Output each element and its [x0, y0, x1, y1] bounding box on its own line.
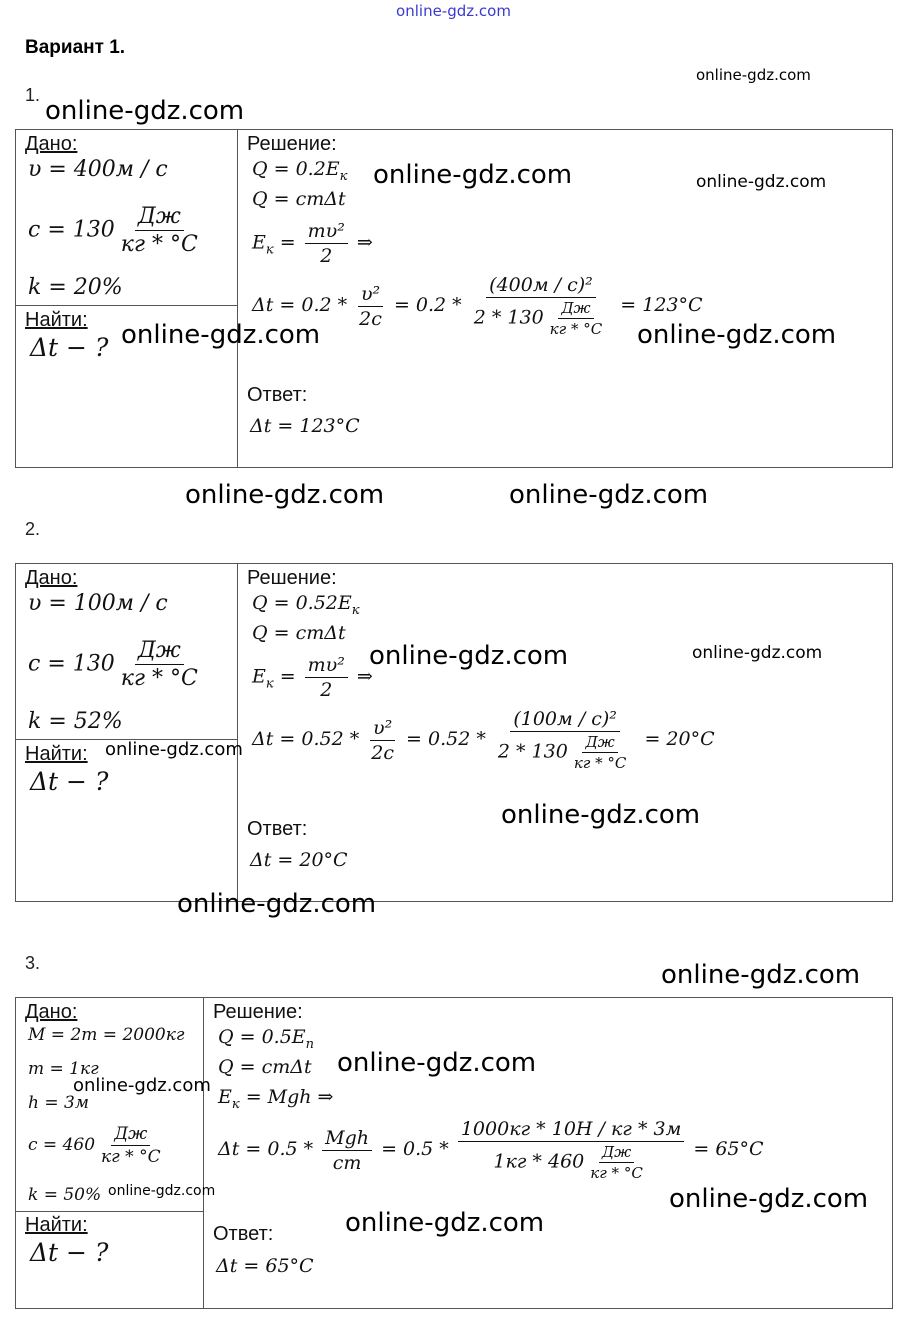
watermark-text: online-gdz.com	[185, 480, 385, 510]
solution-line: Q = cmΔt	[218, 1056, 312, 1078]
answer-value: Δt = 123°C	[250, 415, 360, 437]
find-value: Δt − ?	[30, 767, 109, 796]
find-label: Найти:	[25, 1214, 88, 1236]
solution-line: $E_к$ = $\frac{\text{mυ²}}{2}$ ⇒	[252, 654, 373, 701]
find-value: Δt − ?	[30, 333, 109, 362]
row-divider	[16, 305, 237, 306]
find-value: Δt − ?	[30, 1238, 109, 1267]
given-height: h = 3м	[28, 1093, 89, 1113]
answer-label: Ответ:	[247, 384, 308, 406]
watermark-text: online-gdz.com	[108, 1183, 216, 1199]
problem-number: 3.	[25, 953, 41, 973]
given-specific-heat: c = 130 $\frac{Дж}{кг * ^\circ C}$	[28, 204, 198, 257]
answer-label: Ответ:	[213, 1223, 274, 1245]
watermark-text: online-gdz.com	[121, 320, 321, 350]
column-divider	[203, 998, 204, 1308]
given-fraction: k = 52%	[28, 709, 123, 734]
solution-label: Решение:	[247, 567, 337, 589]
given-label: Дано:	[25, 133, 78, 155]
given-fraction: k = 50%	[28, 1185, 102, 1205]
given-mass: m = 1кг	[28, 1059, 99, 1079]
solution-formula: Δt = 0.2 * $\frac{\text{υ²}}{2c}$ = 0.2 * (400м / с)² 2 * 130 $\frac{Дж}{кг * ^\circ C}$ = 123°C	[252, 274, 703, 338]
solution-label: Решение:	[213, 1001, 303, 1023]
given-fraction: k = 20%	[28, 275, 123, 300]
header-watermark: online-gdz.com	[396, 2, 511, 20]
problem-table	[15, 997, 893, 1309]
solution-line: $Q = 0.2E_к$	[252, 158, 348, 184]
given-specific-heat: c = 460 $\frac{Дж}{кг * ^\circ C}$	[28, 1124, 161, 1167]
watermark-text: online-gdz.com	[501, 800, 701, 830]
watermark-text: online-gdz.com	[696, 66, 811, 84]
solution-line: Q = cmΔt	[252, 622, 346, 644]
solution-line: Q = cmΔt	[252, 188, 346, 210]
find-label: Найти:	[25, 309, 88, 331]
solution-line: $E_к$ = $\frac{\text{mυ²}}{2}$ ⇒	[252, 220, 373, 267]
column-divider	[237, 564, 238, 901]
watermark-text: online-gdz.com	[45, 96, 245, 126]
watermark-text: online-gdz.com	[509, 480, 709, 510]
column-divider	[237, 130, 238, 467]
given-velocity: υ = 100м / с	[28, 591, 168, 616]
watermark-text: online-gdz.com	[373, 160, 573, 190]
find-label: Найти:	[25, 743, 88, 765]
watermark-text: online-gdz.com	[661, 960, 861, 990]
watermark-text: online-gdz.com	[692, 643, 823, 663]
answer-label: Ответ:	[247, 818, 308, 840]
given-label: Дано:	[25, 1001, 78, 1023]
watermark-text: online-gdz.com	[337, 1048, 537, 1078]
problem-table	[15, 563, 893, 902]
given-specific-heat: c = 130 $\frac{Дж}{кг * ^\circ C}$	[28, 638, 198, 691]
answer-value: Δt = 20°C	[250, 849, 348, 871]
watermark-text: online-gdz.com	[696, 172, 827, 192]
problem-number: 2.	[25, 519, 41, 539]
watermark-text: online-gdz.com	[669, 1184, 869, 1214]
watermark-text: online-gdz.com	[345, 1208, 545, 1238]
solution-formula: Δt = 0.52 * $\frac{\text{υ²}}{2c}$ = 0.52 * (100м / с)² 2 * 130 $\frac{Дж}{кг * ^\circ C}$ = 20°C	[252, 708, 715, 772]
given-label: Дано:	[25, 567, 78, 589]
solution-label: Решение:	[247, 133, 337, 155]
given-mass-total: M = 2m = 2000кг	[28, 1025, 185, 1045]
solution-line: $Q = 0.52E_к$	[252, 592, 360, 618]
solution-line: $E_к$ = Mgh ⇒	[218, 1086, 334, 1112]
problem-number: 1.	[25, 85, 41, 105]
watermark-text: online-gdz.com	[73, 1075, 211, 1096]
answer-value: Δt = 65°C	[216, 1255, 314, 1277]
watermark-text: online-gdz.com	[369, 641, 569, 671]
page-title: Вариант 1.	[25, 37, 126, 58]
watermark-text: online-gdz.com	[105, 739, 243, 760]
solution-formula: Δt = 0.5 * $\frac{\text{Mgh}}{cm}$ = 0.5 * 1000кг * 10Н / кг * 3м 1кг * 460 $\frac{Дж}{кг * ^\circ C}$ = 65°C	[218, 1118, 764, 1182]
given-velocity: υ = 400м / с	[28, 157, 168, 182]
solution-line: $Q = 0.5E_п$	[218, 1026, 315, 1052]
watermark-text: online-gdz.com	[637, 320, 837, 350]
watermark-text: online-gdz.com	[177, 889, 377, 919]
row-divider	[16, 1211, 203, 1212]
